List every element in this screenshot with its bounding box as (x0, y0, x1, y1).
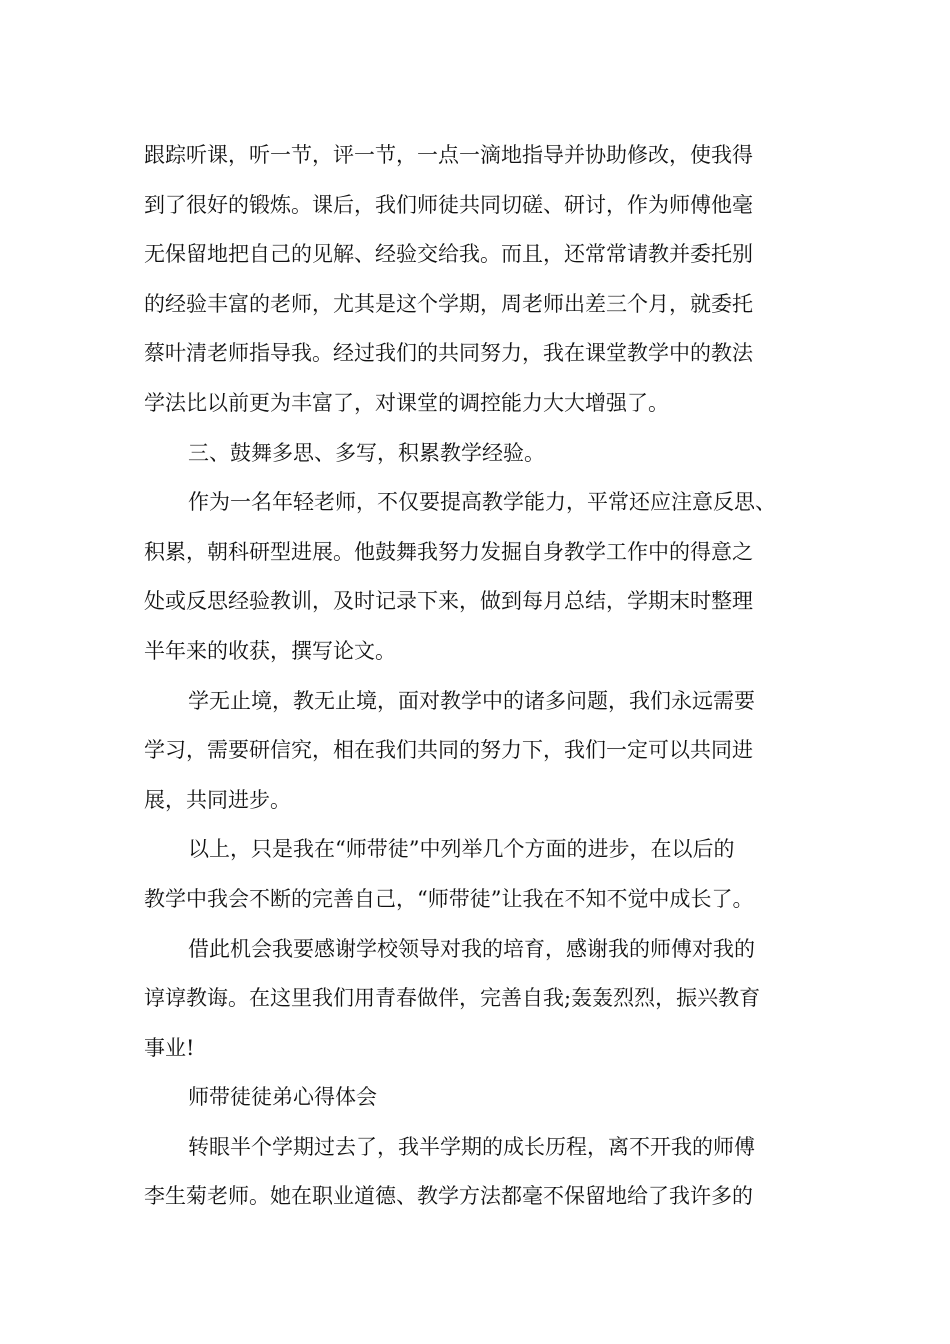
text-line: 无保留地把自己的见解、经验交给我。而且，还常常请教并委托别 (144, 242, 753, 267)
section-heading: 三、鼓舞多思、多写，积累教学经验。 (188, 440, 545, 465)
text-line: 借此机会我要感谢学校领导对我的培育，感谢我的师傅对我的 (188, 936, 755, 961)
text-line: 以上，只是我在“师带徒”中列举几个方面的进步，在以后的 (188, 837, 735, 862)
text-line: 事业! (144, 1035, 195, 1060)
section-title: 师带徒徒弟心得体会 (188, 1085, 377, 1110)
text-line: 半年来的收获，撰写论文。 (144, 638, 396, 663)
text-line: 到了很好的锻炼。课后，我们师徒共同切磋、研讨，作为师傅他毫 (144, 192, 753, 217)
text-line: 学习，需要研信究，相在我们共同的努力下，我们一定可以共同进 (144, 738, 753, 763)
text-line: 转眼半个学期过去了，我半学期的成长历程，离不开我的师傅 (188, 1134, 755, 1159)
text-line: 作为一名年轻老师，不仅要提高教学能力，平常还应注意反思、 (188, 490, 776, 515)
text-line: 的经验丰富的老师，尤其是这个学期，周老师出差三个月，就委托 (144, 291, 753, 316)
text-line: 积累，朝科研型进展。他鼓舞我努力发掘自身教学工作中的得意之 (144, 539, 753, 564)
text-line: 跟踪听课，听一节，评一节，一点一滴地指导并协助修改，使我得 (144, 143, 753, 167)
text-line: 蔡叶清老师指导我。经过我们的共同努力，我在课堂教学中的教法 (144, 341, 753, 366)
text-line: 学无止境，教无止境，面对教学中的诸多问题，我们永远需要 (188, 688, 755, 713)
text-line: 学法比以前更为丰富了，对课堂的调控能力大大增强了。 (144, 390, 669, 415)
text-line: 李生菊老师。她在职业道德、教学方法都毫不保留地给了我许多的 (144, 1184, 753, 1209)
text-line: 谆谆教诲。在这里我们用青春做伴，完善自我;轰轰烈烈，振兴教育 (144, 986, 761, 1011)
text-line: 展，共同进步。 (144, 787, 291, 812)
text-line: 教学中我会不断的完善自己，“师带徒”让我在不知不觉中成长了。 (144, 886, 754, 911)
text-line: 处或反思经验教训，及时记录下来，做到每月总结，学期末时整理 (144, 589, 753, 614)
document-body (144, 131, 824, 1222)
